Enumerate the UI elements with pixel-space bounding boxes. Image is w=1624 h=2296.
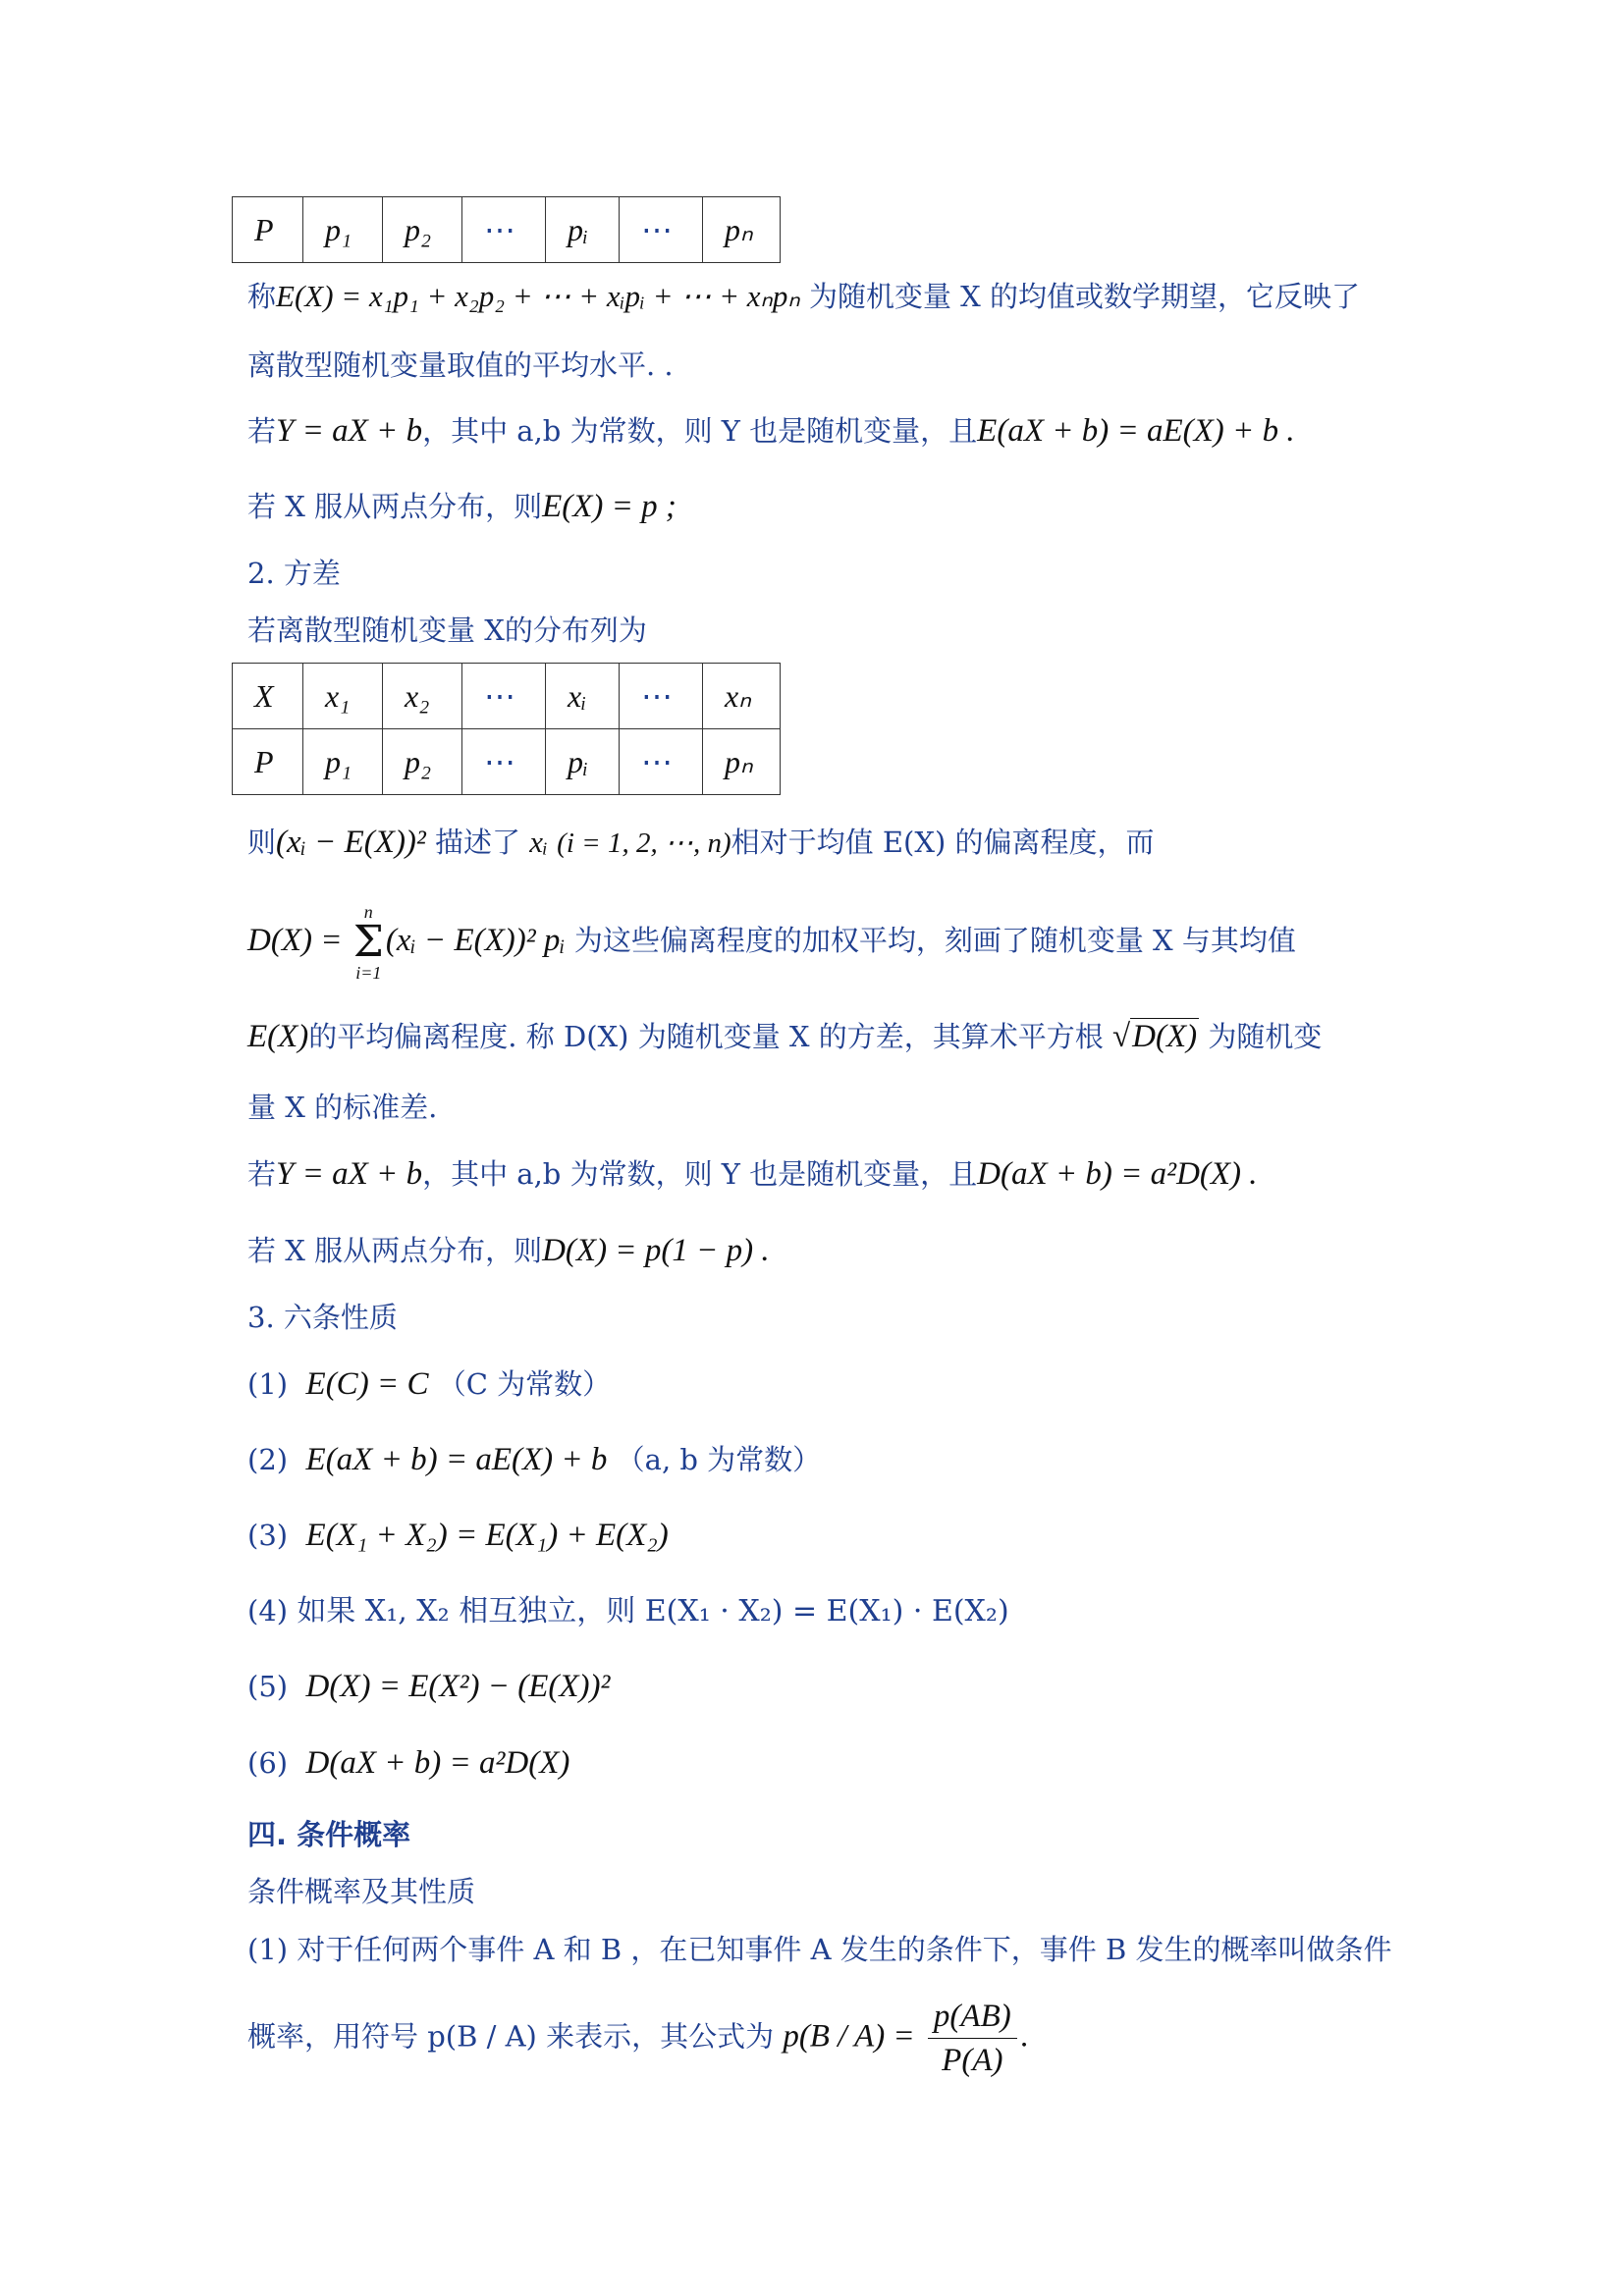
formula: D(X) = bbox=[247, 923, 343, 958]
item-number: (6) bbox=[247, 1746, 289, 1780]
formula: xᵢ bbox=[529, 825, 548, 859]
fraction bbox=[928, 1997, 1017, 2080]
table-cell: p₁ bbox=[303, 197, 383, 263]
text: 若 bbox=[247, 1157, 277, 1191]
formula: E(X) = p ; bbox=[542, 489, 677, 524]
property-item bbox=[247, 1440, 821, 1479]
property-item bbox=[247, 1591, 1009, 1631]
item-number: (1) bbox=[247, 1367, 289, 1401]
table-cell: p₁ bbox=[303, 729, 383, 795]
table-cell: ⋯ bbox=[620, 664, 703, 729]
table-cell: xᵢ bbox=[546, 664, 620, 729]
sum-lower-limit: i=1 bbox=[355, 963, 382, 983]
section-heading: 3. 六条性质 bbox=[247, 1301, 398, 1334]
text-line: (1) 对于任何两个事件 A 和 B ，在已知事件 A 发生的条件下，事件 B 发生的概率叫做条件 bbox=[247, 1933, 1392, 1966]
formula: E(X₁ + X₂) = E(X₁) + E(X₂) bbox=[305, 1518, 669, 1553]
sqrt-formula bbox=[1112, 1018, 1199, 1054]
property-item bbox=[247, 1364, 611, 1404]
subheading: 条件概率及其性质 bbox=[247, 1875, 476, 1908]
table-cell: X bbox=[233, 664, 303, 729]
distribution-table bbox=[232, 663, 781, 795]
formula: . bbox=[1020, 2018, 1029, 2055]
formula: D(aX + b) = a²D(X) . bbox=[977, 1156, 1258, 1192]
table-cell: ⋯ bbox=[462, 729, 546, 795]
note: （C 为常数） bbox=[437, 1367, 612, 1401]
item-number: (3) bbox=[247, 1519, 289, 1552]
table-cell: ⋯ bbox=[462, 664, 546, 729]
text: 概率，用符号 p(B / A) 来表示，其公式为 bbox=[247, 2019, 775, 2054]
summation bbox=[353, 903, 384, 982]
section-heading: 四. 条件概率 bbox=[247, 1818, 411, 1851]
item-number: (5) bbox=[247, 1670, 289, 1703]
text: ，其中 a,b 为常数，则 Y 也是随机变量，且 bbox=[422, 1157, 978, 1191]
text-line: 离散型随机变量取值的平均水平. . bbox=[247, 348, 674, 382]
table-cell: xₙ bbox=[703, 664, 781, 729]
formula: E(aX + b) = aE(X) + b . bbox=[977, 413, 1295, 449]
item-number: (2) bbox=[247, 1443, 289, 1476]
table-cell: P bbox=[233, 729, 303, 795]
expectation-definition bbox=[247, 277, 1360, 316]
table-cell: ⋯ bbox=[620, 197, 703, 263]
sum-upper-limit: n bbox=[363, 902, 373, 922]
table-row bbox=[233, 664, 781, 729]
fraction-denominator: P(A) bbox=[942, 2043, 1003, 2078]
formula: D(X) = p(1 − p) . bbox=[542, 1233, 770, 1268]
sigma-icon: Σ bbox=[352, 917, 384, 967]
formula: E(X) bbox=[247, 1019, 309, 1054]
text: ，其中 a,b 为常数，则 Y 也是随机变量，且 bbox=[422, 414, 978, 448]
text: 相对于均值 E(X) 的偏离程度，而 bbox=[731, 826, 1155, 859]
item-number: (4) bbox=[247, 1594, 289, 1628]
table-cell: pₙ bbox=[703, 197, 781, 263]
text-line: 若离散型随机变量 X的分布列为 bbox=[247, 614, 647, 647]
table-row bbox=[233, 197, 781, 263]
property-item bbox=[247, 1667, 610, 1706]
formula: E(C) = C bbox=[305, 1366, 429, 1402]
text: 为随机变量 X 的均值或数学期望，它反映了 bbox=[808, 280, 1361, 313]
text: 若 X 服从两点分布，则 bbox=[247, 490, 543, 523]
text: 为随机变 bbox=[1208, 1020, 1323, 1053]
table-cell: x₂ bbox=[383, 664, 462, 729]
formula: 如果 X₁, X₂ 相互独立，则 E(X₁ · X₂) = E(X₁) · E(X₂) bbox=[297, 1594, 1009, 1629]
table-cell: ⋯ bbox=[462, 197, 546, 263]
table-cell: pᵢ bbox=[546, 729, 620, 795]
table-cell: pᵢ bbox=[546, 197, 620, 263]
fraction-numerator: p(AB) bbox=[928, 1997, 1017, 2039]
table-cell: P bbox=[233, 197, 303, 263]
text: 的平均偏离程度. 称 D(X) 为随机变量 X 的方差，其算术平方根 bbox=[308, 1020, 1104, 1053]
property-item bbox=[247, 1516, 669, 1555]
text: 若 X 服从两点分布，则 bbox=[247, 1234, 543, 1267]
table-cell: pₙ bbox=[703, 729, 781, 795]
formula: Y = aX + b bbox=[276, 1156, 423, 1192]
text: 为这些偏离程度的加权平均，刻画了随机变量 X 与其均值 bbox=[573, 924, 1296, 957]
table-row bbox=[233, 729, 781, 795]
variance-linearity bbox=[247, 1154, 1258, 1194]
variance-two-point bbox=[247, 1231, 770, 1270]
property-item bbox=[247, 1743, 569, 1783]
text-line: 量 X 的标准差. bbox=[247, 1091, 438, 1124]
variance-definition bbox=[247, 903, 1296, 982]
note: （a, b 为常数） bbox=[616, 1443, 822, 1476]
formula: E(X) = x₁p₁ + x₂p₂ + ⋯ + xᵢpᵢ + ⋯ + xₙpₙ bbox=[276, 279, 800, 313]
expectation-linearity bbox=[247, 411, 1295, 451]
formula: (i = 1, 2, ⋯, n) bbox=[557, 828, 731, 859]
text: 描述了 bbox=[435, 826, 521, 859]
table-cell: p₂ bbox=[383, 729, 462, 795]
distribution-table-top bbox=[232, 196, 781, 263]
text: 则 bbox=[247, 826, 277, 859]
table-cell: p₂ bbox=[383, 197, 462, 263]
formula: p(B / A) = bbox=[783, 2018, 915, 2055]
deviation-sentence bbox=[247, 823, 1155, 863]
formula: D(aX + b) = a²D(X) bbox=[305, 1745, 570, 1781]
formula: E(aX + b) = aE(X) + b bbox=[305, 1442, 608, 1477]
table-cell: ⋯ bbox=[620, 729, 703, 795]
variance-definition-cont bbox=[247, 1017, 1322, 1056]
table-cell: x₁ bbox=[303, 664, 383, 729]
formula: (xᵢ − E(X))² bbox=[276, 825, 426, 860]
section-heading: 2. 方差 bbox=[247, 557, 341, 590]
text: 称 bbox=[247, 280, 277, 313]
formula: Y = aX + b bbox=[276, 413, 423, 449]
expectation-two-point bbox=[247, 487, 677, 526]
sqrt-icon: √ bbox=[1112, 1019, 1131, 1054]
formula: D(X) bbox=[1132, 1019, 1198, 1054]
formula: (xᵢ − E(X))² pᵢ bbox=[385, 923, 566, 958]
conditional-formula-line bbox=[247, 1997, 1029, 2080]
text: 若 bbox=[247, 414, 277, 448]
formula: D(X) = E(X²) − (E(X))² bbox=[305, 1669, 611, 1704]
